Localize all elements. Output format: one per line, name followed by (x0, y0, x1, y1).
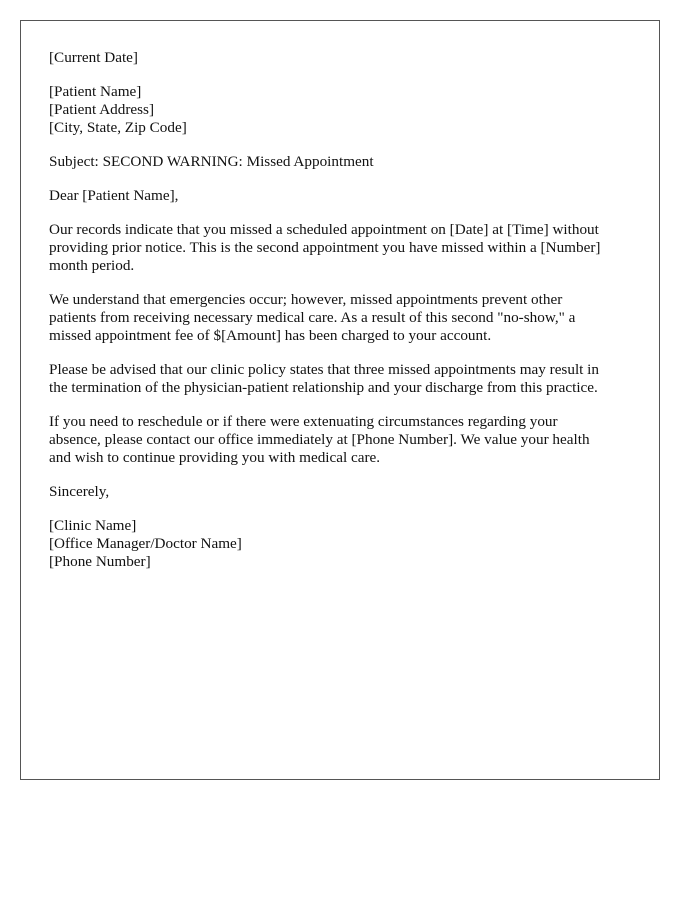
paragraph-line: absence, please contact our office immediately at [Phone Number]. We value your health (49, 431, 590, 448)
signature-signer-name: [Office Manager/Doctor Name] (49, 535, 242, 552)
date-block (49, 49, 639, 67)
paragraph-line: and wish to continue providing you with medical care. (49, 449, 381, 466)
signature-block (49, 517, 639, 571)
paragraph-line: patients from receiving necessary medical care. As a result of this second "no-show," a (49, 309, 576, 326)
letter-salutation: Dear [Patient Name], (49, 187, 179, 204)
paragraph-line: the termination of the physician-patient relationship and your discharge from this practice. (49, 379, 598, 396)
subject-block (49, 153, 639, 171)
paragraph-line: providing prior notice. This is the second appointment you have missed within a [Number] (49, 239, 601, 256)
recipient-address-block (49, 83, 639, 137)
letter-page (20, 20, 660, 780)
paragraph-line: Our records indicate that you missed a scheduled appointment on [Date] at [Time] without (49, 221, 599, 238)
paragraph-line: If you need to reschedule or if there were extenuating circumstances regarding your (49, 413, 558, 430)
recipient-city-state-zip: [City, State, Zip Code] (49, 119, 187, 136)
paragraph-line: month period. (49, 257, 135, 274)
paragraph-line: Please be advised that our clinic policy states that three missed appointments may result in (49, 361, 599, 378)
body-paragraph-fee (49, 291, 639, 345)
recipient-address: [Patient Address] (49, 101, 155, 118)
letter-closing: Sincerely, (49, 483, 110, 500)
body-paragraph-contact (49, 413, 639, 467)
signature-clinic-name: [Clinic Name] (49, 517, 137, 534)
salutation-block (49, 187, 639, 205)
body-paragraph-missed-appointment (49, 221, 639, 275)
closing-block (49, 483, 639, 501)
letter-date: [Current Date] (49, 49, 138, 66)
paragraph-line: We understand that emergencies occur; however, missed appointments prevent other (49, 291, 563, 308)
letter-body (49, 49, 639, 587)
letter-subject: Subject: SECOND WARNING: Missed Appointment (49, 153, 374, 170)
recipient-name: [Patient Name] (49, 83, 142, 100)
signature-phone-number: [Phone Number] (49, 553, 151, 570)
paragraph-line: missed appointment fee of $[Amount] has been charged to your account. (49, 327, 492, 344)
body-paragraph-policy (49, 361, 639, 397)
